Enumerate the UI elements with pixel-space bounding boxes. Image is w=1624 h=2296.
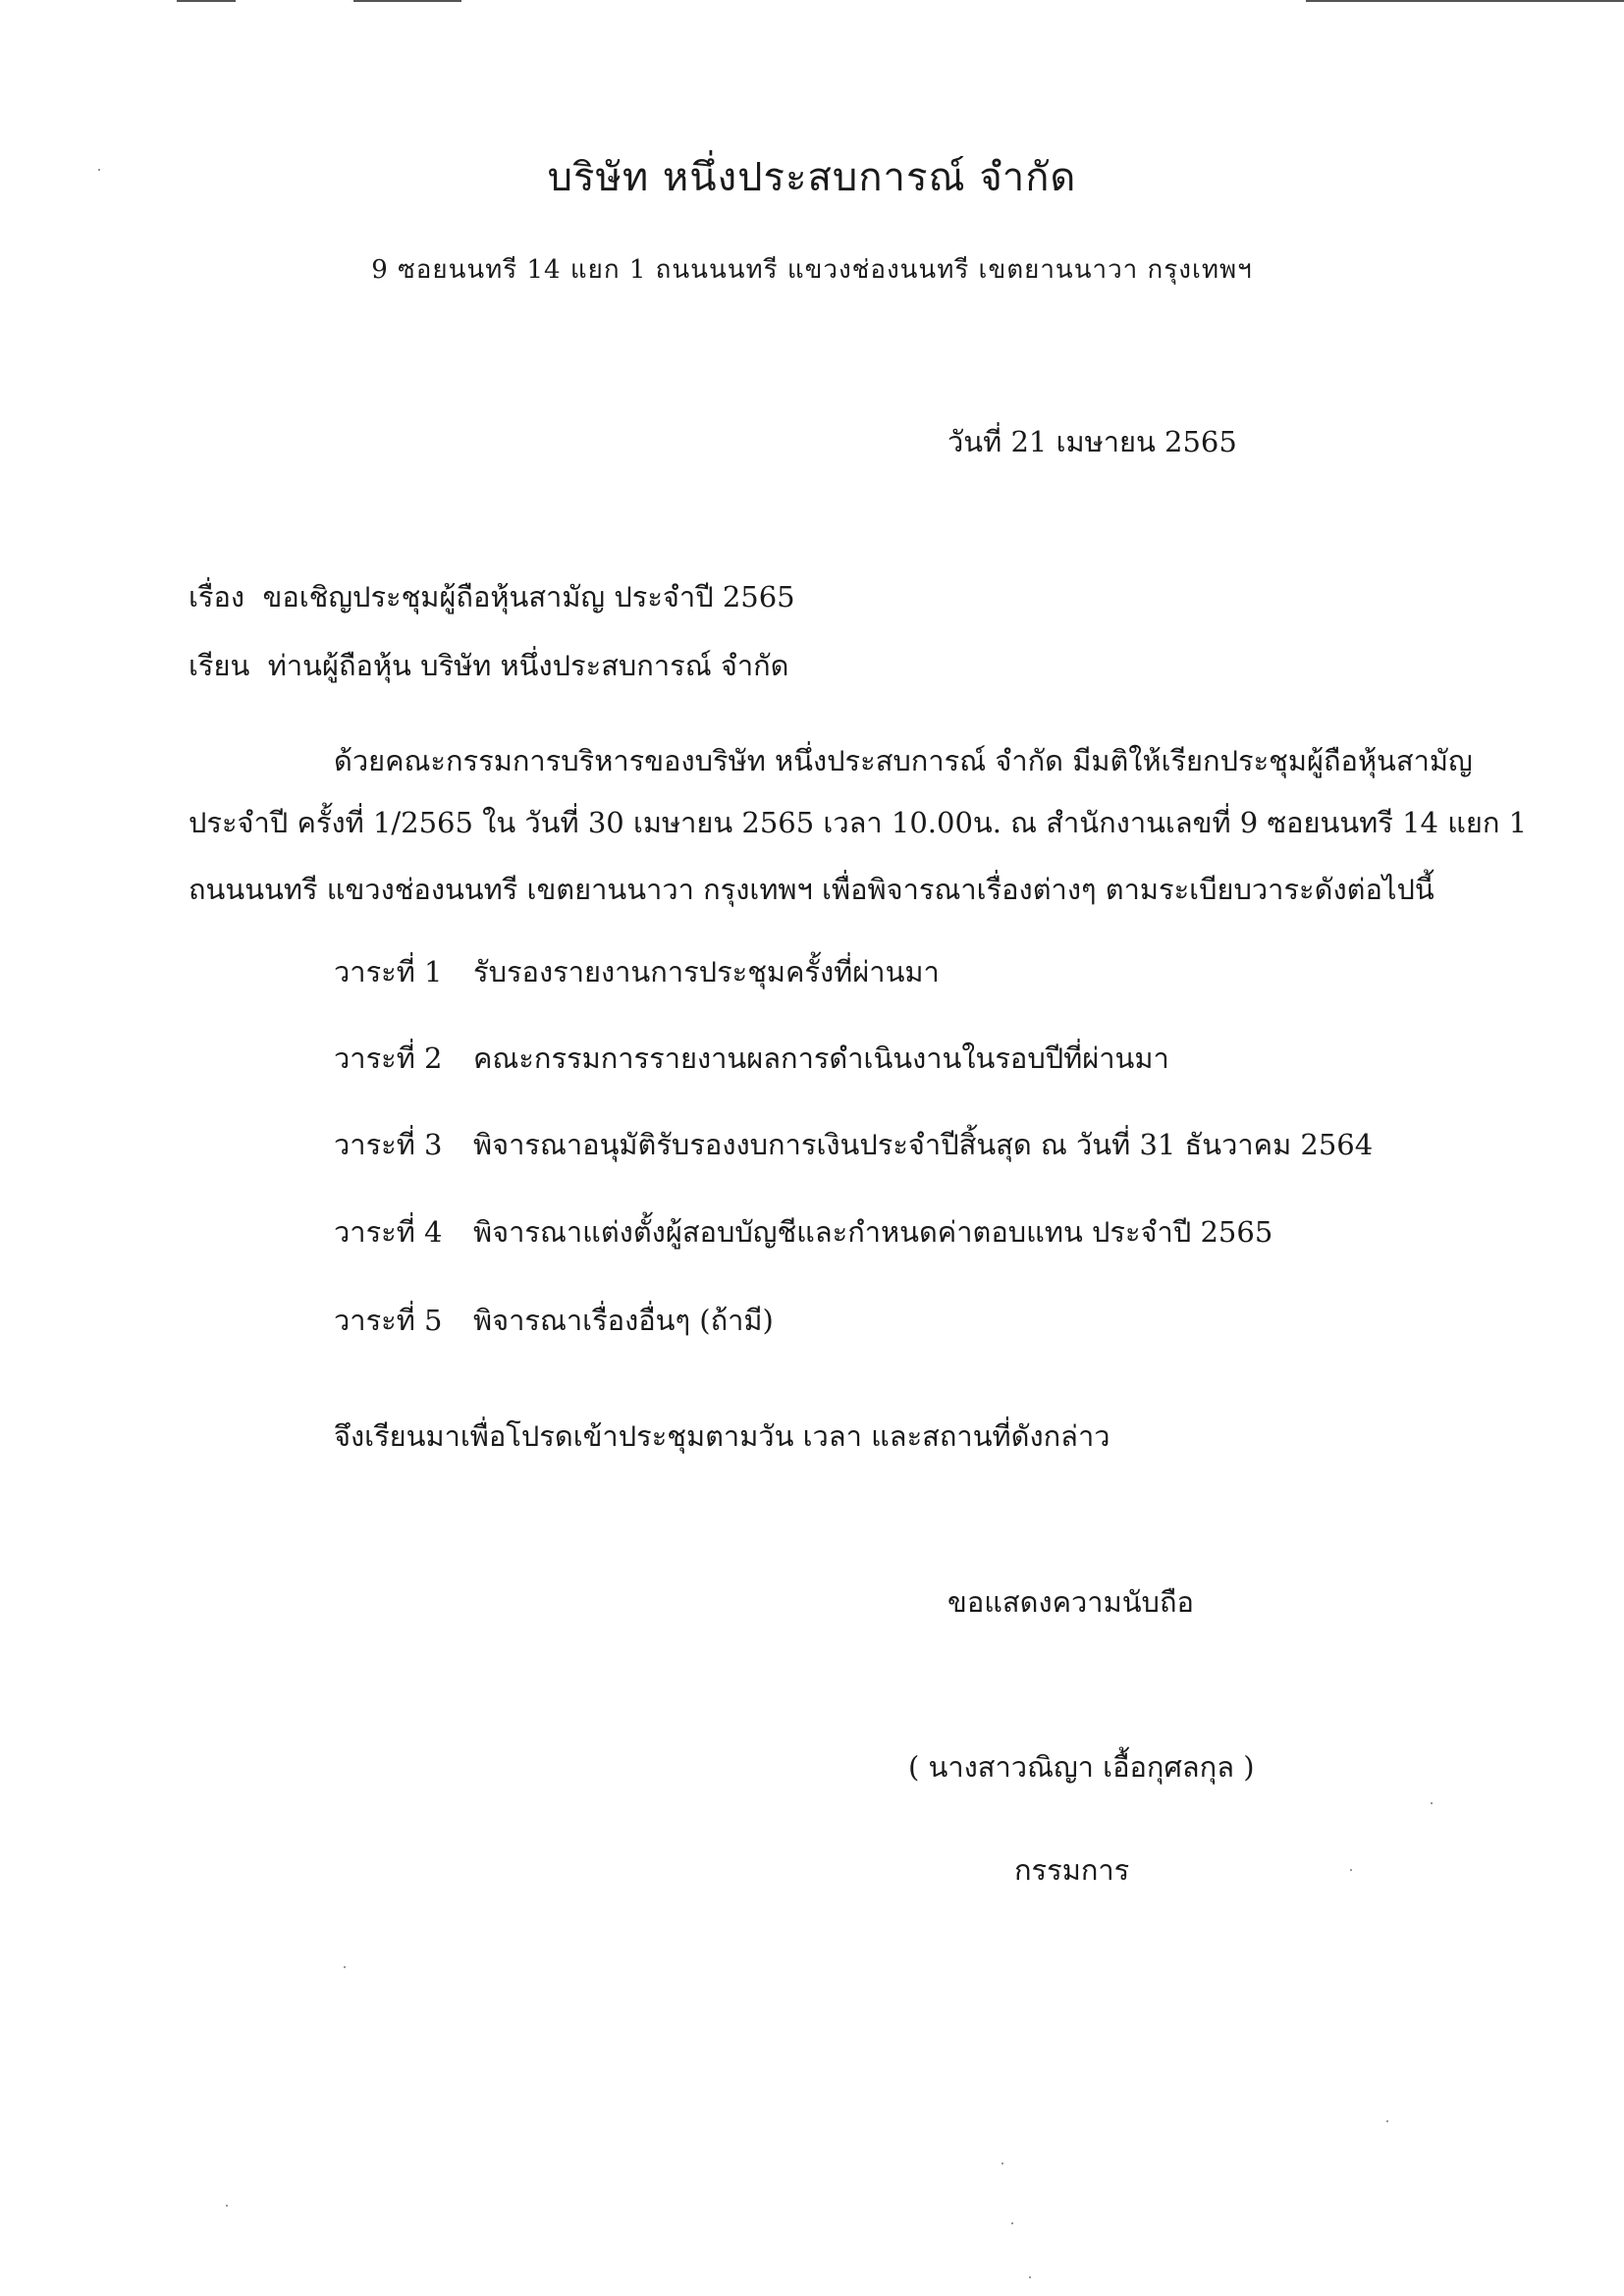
recipient-line — [189, 643, 789, 688]
recipient-text: ท่านผู้ถือหุ้น บริษัท หนึ่งประสบการณ์ จำกัด — [267, 649, 789, 682]
body-line-2: ประจำปี ครั้งที่ 1/2565 ใน วันที่ 30 เมษายน 2565 เวลา 10.00น. ณ สำนักงานเลขที่ 9 ซอยนนทรี 14 แยก 1 — [189, 806, 1528, 839]
agenda-number: วาระที่ 2 — [334, 1041, 443, 1075]
company-address: 9 ซอยนนทรี 14 แยก 1 ถนนนนทรี แขวงช่องนนทรี เขตยานนาวา กรุงเทพฯ — [371, 255, 1253, 285]
scan-artifact-line — [177, 0, 236, 2]
scan-speck — [1431, 1802, 1433, 1804]
regards-text: ขอแสดงความนับถือ — [947, 1585, 1194, 1619]
agenda-item — [334, 949, 940, 994]
body-line-1: ด้วยคณะกรรมการบริหารของบริษัท หนึ่งประสบการณ์ จำกัด มีมติให้เรียกประชุมผู้ถือหุ้นสามัญ — [334, 744, 1473, 777]
scan-speck — [1001, 2163, 1003, 2164]
scan-speck — [1386, 2120, 1388, 2122]
agenda-item — [334, 1209, 1272, 1255]
agenda-number: วาระที่ 1 — [334, 955, 443, 988]
scan-speck — [1029, 2276, 1031, 2278]
recipient-label: เรียน — [189, 649, 250, 682]
agenda-text: พิจารณาเรื่องอื่นๆ (ถ้ามี) — [473, 1304, 774, 1337]
agenda-text: พิจารณาอนุมัติรับรองงบการเงินประจำปีสิ้นสุด ณ วันที่ 31 ธันวาคม 2564 — [473, 1128, 1374, 1161]
agenda-number: วาระที่ 4 — [334, 1215, 443, 1249]
agenda-text: รับรองรายงานการประชุมครั้งที่ผ่านมา — [473, 955, 940, 988]
scan-speck — [1011, 2222, 1013, 2224]
agenda-item — [334, 1298, 774, 1343]
subject-label: เรื่อง — [189, 580, 245, 614]
agenda-item — [334, 1122, 1373, 1167]
closing-text: จึงเรียนมาเพื่อโปรดเข้าประชุมตามวัน เวลา และสถานที่ดังกล่าว — [334, 1419, 1110, 1453]
agenda-number: วาระที่ 5 — [334, 1304, 443, 1337]
agenda-text: พิจารณาแต่งตั้งผู้สอบบัญชีและกำหนดค่าตอบแทน ประจำปี 2565 — [473, 1215, 1273, 1249]
scan-speck — [226, 2205, 228, 2207]
signatory-title: กรรมการ — [1014, 1853, 1130, 1887]
company-name: บริษัท หนึ่งประสบการณ์ จำกัด — [547, 155, 1077, 200]
subject-text: ขอเชิญประชุมผู้ถือหุ้นสามัญ ประจำปี 2565 — [262, 580, 795, 614]
scan-speck — [1350, 1869, 1352, 1871]
agenda-number: วาระที่ 3 — [334, 1128, 443, 1161]
letter-date: วันที่ 21 เมษายน 2565 — [947, 425, 1237, 458]
scan-artifact-line — [353, 0, 461, 2]
scan-speck — [344, 1966, 346, 1968]
signatory-name: ( นางสาวณิญา เอื้อกุศลกุล ) — [908, 1750, 1255, 1784]
body-line-3: ถนนนนทรี แขวงช่องนนทรี เขตยานนาวา กรุงเทพฯ เพื่อพิจารณาเรื่องต่างๆ ตามระเบียบวาระดังต่อไปนี้ — [189, 873, 1435, 906]
agenda-item — [334, 1036, 1169, 1081]
scan-artifact-line — [1306, 0, 1624, 2]
agenda-text: คณะกรรมการรายงานผลการดำเนินงานในรอบปีที่ผ่านมา — [473, 1041, 1169, 1075]
subject-line — [189, 574, 795, 619]
